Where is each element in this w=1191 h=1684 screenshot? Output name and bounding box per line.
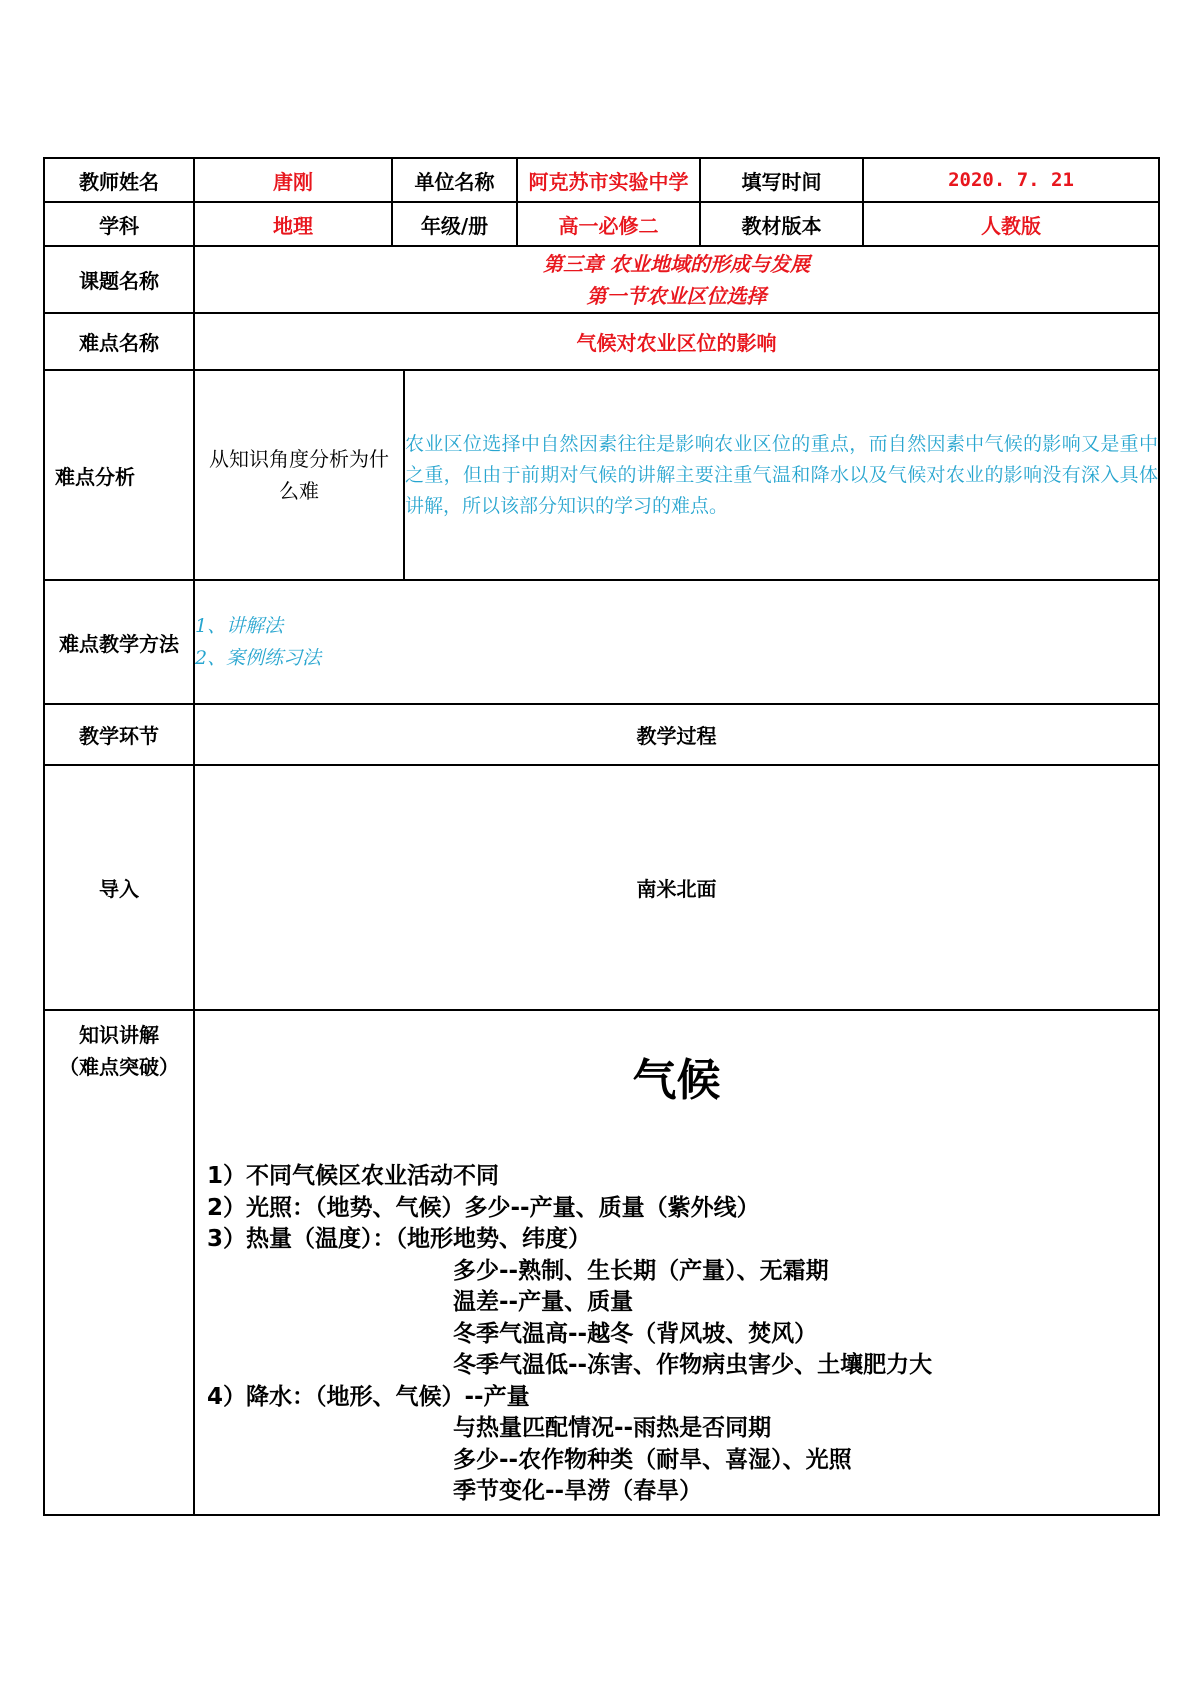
grade-label: 年级/册 (392, 202, 517, 246)
method-item: 1、讲解法 (195, 615, 284, 637)
teacher-name: 唐刚 (194, 158, 392, 202)
subject-value: 地理 (194, 202, 392, 246)
edition-label: 教材版本 (700, 202, 863, 246)
subject-label: 学科 (44, 202, 194, 246)
knowledge-subpoint: 多少--农作物种类（耐旱、喜湿）、光照 (453, 1446, 852, 1473)
knowledge-list (195, 1161, 1158, 1508)
date-label: 填写时间 (700, 158, 863, 202)
difficulty-value: 气候对农业区位的影响 (194, 313, 1159, 370)
method-item: 2、案例练习法 (195, 647, 322, 669)
process-value: 教学过程 (194, 704, 1159, 765)
edition-value: 人教版 (863, 202, 1159, 246)
methods-list (194, 580, 1159, 704)
header-row-1 (44, 158, 1159, 202)
lesson-plan-table (43, 157, 1160, 1516)
fill-date: 2020. 7. 21 (863, 158, 1159, 202)
analysis-row (44, 370, 1159, 580)
process-label: 教学环节 (44, 704, 194, 765)
unit-name: 阿克苏市实验中学 (517, 158, 700, 202)
process-row (44, 704, 1159, 765)
topic-row (44, 246, 1159, 313)
difficulty-label: 难点名称 (44, 313, 194, 370)
knowledge-subpoint: 季节变化--旱涝（春旱） (453, 1478, 703, 1504)
topic-label: 课题名称 (44, 246, 194, 313)
knowledge-subpoint: 冬季气温高--越冬（背风坡、焚风） (453, 1320, 818, 1347)
knowledge-row (44, 1010, 1159, 1515)
grade-value: 高一必修二 (517, 202, 700, 246)
unit-label: 单位名称 (392, 158, 517, 202)
knowledge-subpoint: 温差--产量、质量 (453, 1289, 634, 1315)
header-row-2 (44, 202, 1159, 246)
knowledge-label (44, 1010, 194, 1515)
knowledge-label-line1: 知识讲解 (79, 1023, 159, 1047)
knowledge-point: 3）热量（温度）：（地形地势、纬度） (207, 1226, 592, 1252)
knowledge-point: 2）光照：（地势、气候）多少--产量、质量（紫外线） (207, 1194, 760, 1221)
methods-label: 难点教学方法 (44, 580, 194, 704)
knowledge-point: 1）不同气候区农业活动不同 (207, 1163, 500, 1189)
methods-row (44, 580, 1159, 704)
analysis-sub-label: 从知识角度分析为什么难 (194, 370, 404, 580)
knowledge-title: 气候 (632, 1055, 721, 1106)
topic-value (194, 246, 1159, 313)
intro-row (44, 765, 1159, 1010)
knowledge-subpoint: 冬季气温低--冻害、作物病虫害少、土壤肥力大 (453, 1352, 933, 1378)
knowledge-subpoint: 多少--熟制、生长期（产量）、无霜期 (453, 1257, 829, 1284)
knowledge-content (194, 1010, 1159, 1515)
topic-section: 第一节农业区位选择 (586, 283, 767, 308)
intro-value: 南米北面 (194, 765, 1159, 1010)
knowledge-point: 4）降水：（地形、气候）--产量 (207, 1383, 530, 1410)
knowledge-label-line2: （难点突破） (59, 1055, 179, 1079)
analysis-text: 农业区位选择中自然因素往往是影响农业区位的重点，而自然因素中气候的影响又是重中之重，但由于前期对气候的讲解主要注重气温和降水以及气候对农业的影响没有深入具体讲解，所以该部分知识的学习的难点。 (404, 370, 1159, 580)
difficulty-row (44, 313, 1159, 370)
intro-label: 导入 (44, 765, 194, 1010)
topic-chapter: 第三章 农业地域的形成与发展 (543, 251, 810, 276)
teacher-label: 教师姓名 (44, 158, 194, 202)
analysis-label: 难点分析 (44, 370, 194, 580)
knowledge-subpoint: 与热量匹配情况--雨热是否同期 (453, 1415, 772, 1441)
